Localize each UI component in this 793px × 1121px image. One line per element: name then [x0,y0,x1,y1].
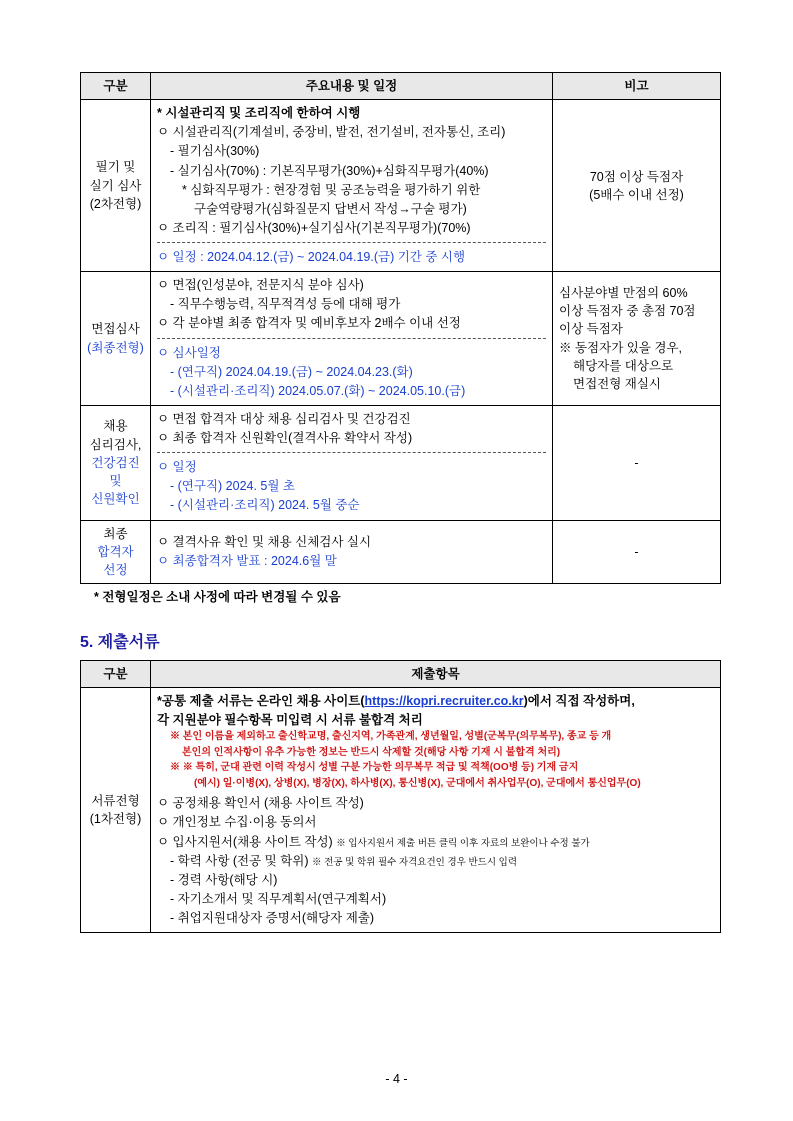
divider [157,452,546,453]
documents-row-content [151,688,721,933]
row-label-psych-health [81,405,151,520]
documents-row [81,688,721,933]
row-remark-interview [553,272,721,406]
content-line-schedule: - (시설관리·조리직) 2024.05.07.(화) ~ 2024.05.10.(금) [170,383,466,398]
content-line: - 실기심사(70%) : 기본직무평가(30%)+심화직무평가(40%) [170,163,489,178]
row-content-interview [151,272,553,406]
doc-line-subnote: ※ 입사지원서 제출 버튼 클릭 이후 자료의 보완이나 수정 불가 [336,837,590,849]
remark-line: (5배수 이내 선정) [589,187,684,202]
schedule-table [80,72,721,584]
page-number: - 4 - [385,1072,408,1086]
page-content [80,72,720,933]
label-line: 및 [109,473,122,488]
label-line: 필기 및 [95,160,136,175]
doc-line: - 자기소개서 및 직무계획서(연구계획서) [170,891,387,906]
table-row [81,272,721,406]
row-remark-psych-health: - [553,405,721,520]
label-line: 선정 [103,562,128,577]
doc-line: - 경력 사항(해당 시) [170,872,278,887]
table-row [81,100,721,272]
table-header-row [81,73,721,100]
doc-line: ㅇ 개인정보 수집·이용 동의서 [157,815,317,830]
header-cell-remark: 비고 [553,73,721,100]
documents-header-category: 구분 [81,660,151,687]
section-title-documents: 5. 제출서류 [80,633,160,651]
header-cell-content: 주요내용 및 일정 [151,73,553,100]
content-line: ㅇ 시설관리직(기계설비, 중장비, 발전, 전기설비, 전자통신, 조리) [157,125,506,140]
doc-line-text-prefix: *공통 제출 서류는 온라인 채용 사이트( [157,694,365,708]
remark-line: 면접전형 재실시 [573,376,661,391]
doc-line-warning: (예시) 일·이병(X), 상병(X), 병장(X), 하사병(X), 통신병(X), 군대에서 취사업무(O), 군대에서 통신업무(O) [194,777,641,789]
remark-line: 이상 득점자 [559,322,623,337]
label-line: 건강검진 [91,455,140,470]
remark-line: 이상 득점자 중 총점 70점 [559,304,696,319]
content-line: ㅇ 결격사유 확인 및 채용 신체검사 실시 [157,534,372,549]
content-line-schedule: ㅇ 최종합격자 발표 : 2024.6월 말 [157,553,337,568]
table-row [81,520,721,583]
row-content-written-practical [151,100,553,272]
row-label-interview [81,272,151,406]
content-line: ㅇ 조리직 : 필기심사(30%)+실기심사(기본직무평가)(70%) [157,220,471,235]
content-line: 구술역량평가(심화질문지 답변서 작성→구술 평가) [194,201,467,216]
remark-line: 70점 이상 득점자 [589,169,684,184]
label-line: (1차전형) [89,812,142,827]
content-line: - 직무수행능력, 직무적격성 등에 대해 평가 [170,297,401,312]
doc-line-main: ㅇ 입사지원서(채용 사이트 작성) [157,834,337,849]
label-line: (2차전형) [89,196,142,211]
content-line-schedule: - (연구직) 2024. 5월 초 [170,479,295,494]
remark-line: ※ 동점자가 있을 경우, [559,340,682,355]
row-remark-written-practical [553,100,721,272]
content-line: ㅇ 각 분야별 최종 합격자 및 예비후보자 2배수 이내 선정 [157,316,461,331]
doc-line: ㅇ 공정채용 확인서 (채용 사이트 작성) [157,796,364,811]
row-content-final-selection [151,520,553,583]
label-line: 최종 [103,526,128,541]
content-line-schedule: - (연구직) 2024.04.19.(금) ~ 2024.04.23.(화) [170,364,413,379]
doc-line-warning: ※ ※ 특히, 군대 관련 이력 작성시 성별 구분 가능한 의무복무 적급 및 적책(OO병 등) 기재 금지 [170,762,579,774]
documents-header-items: 제출항목 [151,660,721,687]
recruit-site-link[interactable]: https://kopri.recruiter.co.kr [364,694,524,708]
label-line: 서류전형 [91,793,140,808]
row-content-psych-health [151,405,553,520]
schedule-footnote: * 전형일정은 소내 사정에 따라 변경될 수 있음 [94,589,341,604]
content-line: ㅇ 면접(인성분야, 전문지식 분야 심사) [157,278,364,293]
content-line-schedule: ㅇ 일정 : 2024.04.12.(금) ~ 2024.04.19.(금) 기간 중 시행 [157,250,466,264]
doc-line-text-suffix: )에서 직접 작성하며, [523,694,635,708]
documents-table [80,660,721,933]
doc-line: - 취업지원대상자 증명서(해당자 제출) [170,911,375,925]
doc-line-common-notice [157,692,714,710]
row-remark-final-selection: - [553,520,721,583]
label-line: 신원확인 [91,491,140,506]
doc-line-subnote: ※ 전공 및 학위 필수 자격요건인 경우 반드시 입력 [312,856,517,868]
label-line: 실기 심사 [89,178,142,193]
remark-line: 심사분야별 만점의 60% [559,286,688,301]
content-line-schedule: ㅇ 일정 [157,460,197,475]
table-row [81,405,721,520]
content-line-schedule: - (시설관리·조리직) 2024. 5월 중순 [170,498,360,513]
label-line: 면접심사 [91,322,140,337]
remark-line: 해당자를 대상으로 [573,358,674,373]
label-line: 채용 [103,419,128,434]
row-label-written-practical [81,100,151,272]
header-cell-category: 구분 [81,73,151,100]
doc-line: 각 지원분야 필수항목 미입력 시 서류 불합격 처리 [157,713,423,728]
content-line: ㅇ 면접 합격자 대상 채용 심리검사 및 건강검진 [157,411,411,426]
label-line: (최종전형) [87,340,144,355]
doc-line-warning: ※ 본인 이름을 제외하고 출신학교명, 출신지역, 가족관계, 생년월일, 성별(군복무(의무복무), 종교 등 개 [170,731,612,743]
row-label-final-selection [81,520,151,583]
documents-header-row [81,660,721,687]
content-line: * 심화직무평가 : 현장경험 및 공조능력을 평가하기 위한 [182,182,481,197]
content-line: * 시설관리직 및 조리직에 한하여 시행 [157,106,361,121]
content-line-schedule: ㅇ 심사일정 [157,345,221,360]
documents-row-label [81,688,151,933]
divider [157,338,546,339]
divider [157,242,546,243]
content-line: - 필기심사(30%) [170,144,260,159]
label-line: 합격자 [97,544,134,559]
label-line: 심리검사, [89,437,142,452]
doc-line [157,833,714,851]
content-line: ㅇ 최종 합격자 신원확인(결격사유 확약서 작성) [157,431,413,445]
doc-line-main: - 학력 사항 (전공 및 학위) [170,853,313,868]
doc-line [157,852,714,870]
doc-line-warning: 본인의 인적사항이 유추 가능한 정보는 반드시 삭제할 것(해당 사항 기재 시 불합격 처리) [182,746,561,758]
